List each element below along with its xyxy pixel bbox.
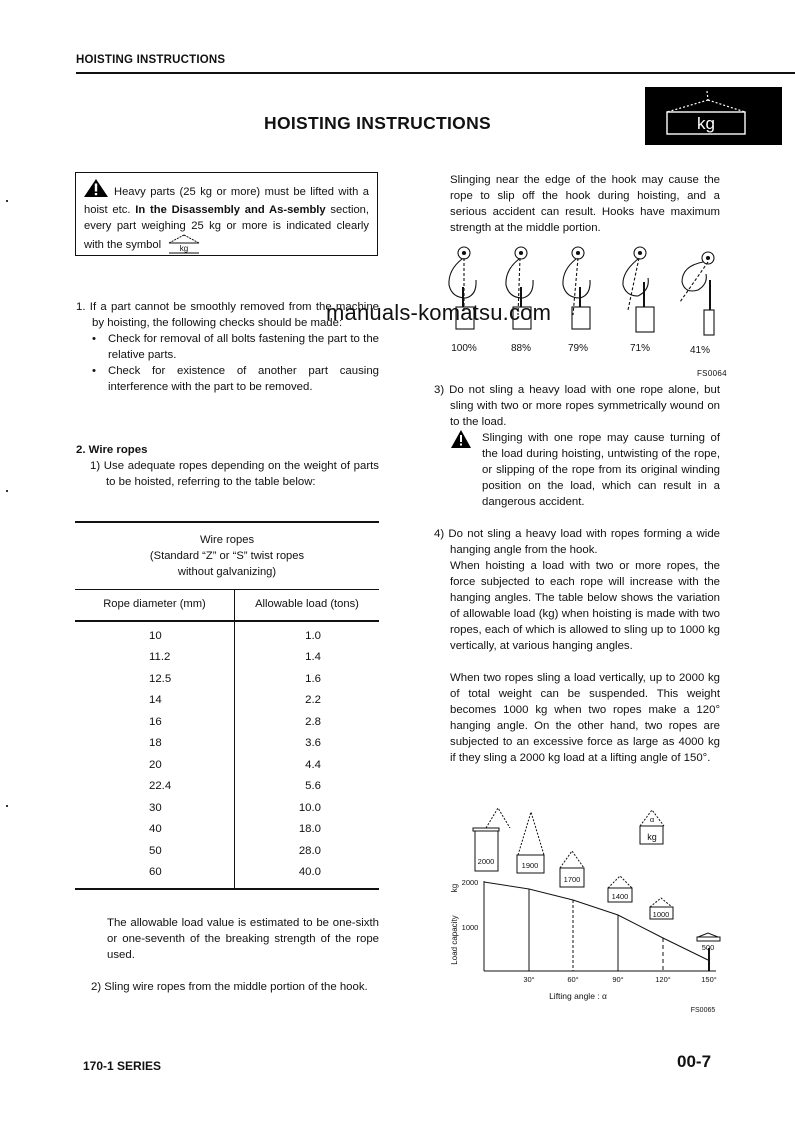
table-body: [75, 622, 379, 888]
svg-text:1700: 1700: [563, 875, 581, 884]
table-cell: 4.4: [305, 758, 321, 771]
scan-speck: [6, 805, 8, 807]
svg-text:90°: 90°: [612, 975, 624, 984]
table-cell: 18.0: [298, 823, 321, 836]
figure-code: FS0064: [697, 369, 727, 378]
table-cell: 16: [149, 715, 162, 728]
svg-text:60°: 60°: [567, 975, 579, 984]
svg-text:1000: 1000: [652, 910, 670, 919]
table-cell: 40.0: [298, 866, 321, 879]
kg-section-badge: [645, 87, 782, 145]
table-cell: 30: [149, 801, 162, 814]
svg-text:88%: 88%: [510, 343, 532, 354]
svg-text:1400: 1400: [611, 892, 629, 901]
svg-text:41%: 41%: [689, 345, 711, 356]
header-rule: [76, 72, 795, 74]
table-cell: 28.0: [298, 844, 321, 857]
svg-text:kg: kg: [697, 114, 715, 133]
svg-text:kg: kg: [450, 883, 459, 893]
warning-box: Heavy parts (25 kg or more) must be lifted with a hoist etc. In the Disassembly and As-sembly section, every part weighing 25 kg or more is indicated clearly with the symbol kg: [75, 172, 378, 256]
svg-text:2000: 2000: [477, 857, 495, 866]
svg-text:kg: kg: [179, 244, 189, 253]
hook-intro-text: Slinging near the edge of the hook may cause the rope to slip off the hook during hoisting, and a serious accident can result. Hooks have maximum strength at the middle portion.: [450, 174, 720, 234]
table-cell: 40: [149, 823, 162, 836]
table-cell: 3.6: [305, 737, 321, 750]
table-cell: 18: [149, 737, 162, 750]
table-cell: 10: [149, 629, 162, 642]
svg-text:150°: 150°: [701, 975, 717, 984]
table-cell: 2.2: [305, 694, 321, 707]
wire-rope-table: [75, 521, 379, 890]
table-header: [75, 590, 379, 620]
footer-series: 170-1 SERIES: [83, 1059, 162, 1073]
table-cell: 11.2: [149, 651, 171, 664]
svg-text:Load capacity: Load capacity: [450, 915, 459, 965]
svg-text:1000: 1000: [461, 923, 479, 932]
table-cell: 50: [149, 844, 162, 857]
item-4-para1: When hoisting a load with two or more ropes, the force subjected to each rope will increase with the hanging angles. The table below shows the variation of allowable load (kg) when hoisting is made with two ropes, each of which is allowed to sling up to 1000 kg vertically, at various hanging angles.: [450, 560, 720, 652]
hoist-kg-icon: [645, 87, 782, 145]
table-cell: 1.4: [305, 651, 321, 664]
svg-text:30°: 30°: [523, 975, 535, 984]
svg-text:kg: kg: [647, 832, 657, 842]
item-4: 4) Do not sling a heavy load with ropes forming a wide hanging angle from the hook.: [434, 528, 720, 556]
table-cell: 22.4: [149, 780, 172, 793]
page-title: HOISTING INSTRUCTIONS: [264, 113, 491, 133]
bullet-item: • Check for removal of all bolts fastening the part to the relative parts.: [76, 331, 379, 363]
svg-text:71%: 71%: [629, 343, 651, 354]
page-number: 00-7: [677, 1052, 712, 1071]
hoist-kg-symbol-icon: [166, 234, 202, 259]
svg-text:FS0065: FS0065: [690, 1007, 716, 1014]
table-cell: 2.8: [305, 715, 321, 728]
bullet-item: • Check for existence of another part causing interference with the part to be removed.: [76, 363, 379, 395]
table-cell: 60: [149, 866, 162, 879]
svg-text:500: 500: [701, 943, 715, 952]
table-caption: Wire ropes (Standard “Z” or “S” twist ropes without galvanizing): [149, 534, 305, 578]
svg-text:2000: 2000: [461, 878, 479, 887]
svg-text:Lifting angle : α: Lifting angle : α: [549, 991, 607, 1001]
svg-text:100%: 100%: [451, 343, 477, 354]
warning-triangle-icon: [451, 430, 471, 453]
watermark: manuals-komatsu.com: [326, 300, 552, 325]
item-3: 3) Do not sling a heavy load with one rope alone, but sling with two or more ropes symmetrically wound on to the load.: [434, 384, 720, 428]
item-3-warning: Slinging with one rope may cause turning of the load during hoisting, untwisting of the rope, or slipping of the rope from its original winding position on the load, which can result in a dangerous accident.: [482, 432, 720, 508]
running-head: HOISTING INSTRUCTIONS: [76, 54, 226, 66]
table-cell: 1.0: [305, 629, 321, 642]
svg-text:120°: 120°: [655, 975, 671, 984]
load-capacity-chart: [448, 800, 728, 1025]
table-note: The allowable load value is estimated to be one-sixth or one-seventh of the breaking strength of the rope used.: [107, 917, 379, 961]
item-4-para2: When two ropes sling a load vertically, up to 2000 kg of total weight can be suspended. This weight becomes 1000 kg when two ropes make a 120° hanging angle. On the other hand, two ropes are subjected to an excessive force as large as 4000 kg if they sling a 2000 kg load at a lifting angle of 150°.: [450, 672, 720, 764]
svg-text:α: α: [649, 815, 655, 824]
item-2-2: 2) Sling wire ropes from the middle portion of the hook.: [91, 981, 368, 993]
scan-speck: [6, 200, 8, 202]
table-cell: 1.6: [305, 672, 321, 685]
warning-triangle-icon: [84, 179, 108, 202]
svg-text:1900: 1900: [521, 861, 539, 870]
table-cell: 5.6: [305, 780, 321, 793]
item-1: 1. If a part cannot be smoothly removed from the machine by hoisting, the following checks should be made: • Check for removal of all bolts fastening the part to the relative parts. • Check for existence of another part causing interference with the part to be removed.: [76, 299, 379, 395]
item-2: 2. Wire ropes 1) Use adequate ropes depending on the weight of parts to be hoisted, referring to the table below:: [76, 444, 379, 488]
table-cell: 10.0: [298, 801, 321, 814]
svg-text:79%: 79%: [567, 343, 589, 354]
section-heading-wire-ropes: 2. Wire ropes: [76, 444, 148, 456]
table-cell: 14: [149, 694, 162, 707]
table-cell: 12.5: [149, 672, 172, 685]
table-cell: 20: [149, 758, 162, 771]
column-header-allowable-load: Allowable load (tons): [234, 590, 379, 620]
column-header-rope-diameter: Rope diameter (mm): [103, 598, 206, 611]
scan-speck: [6, 490, 8, 492]
